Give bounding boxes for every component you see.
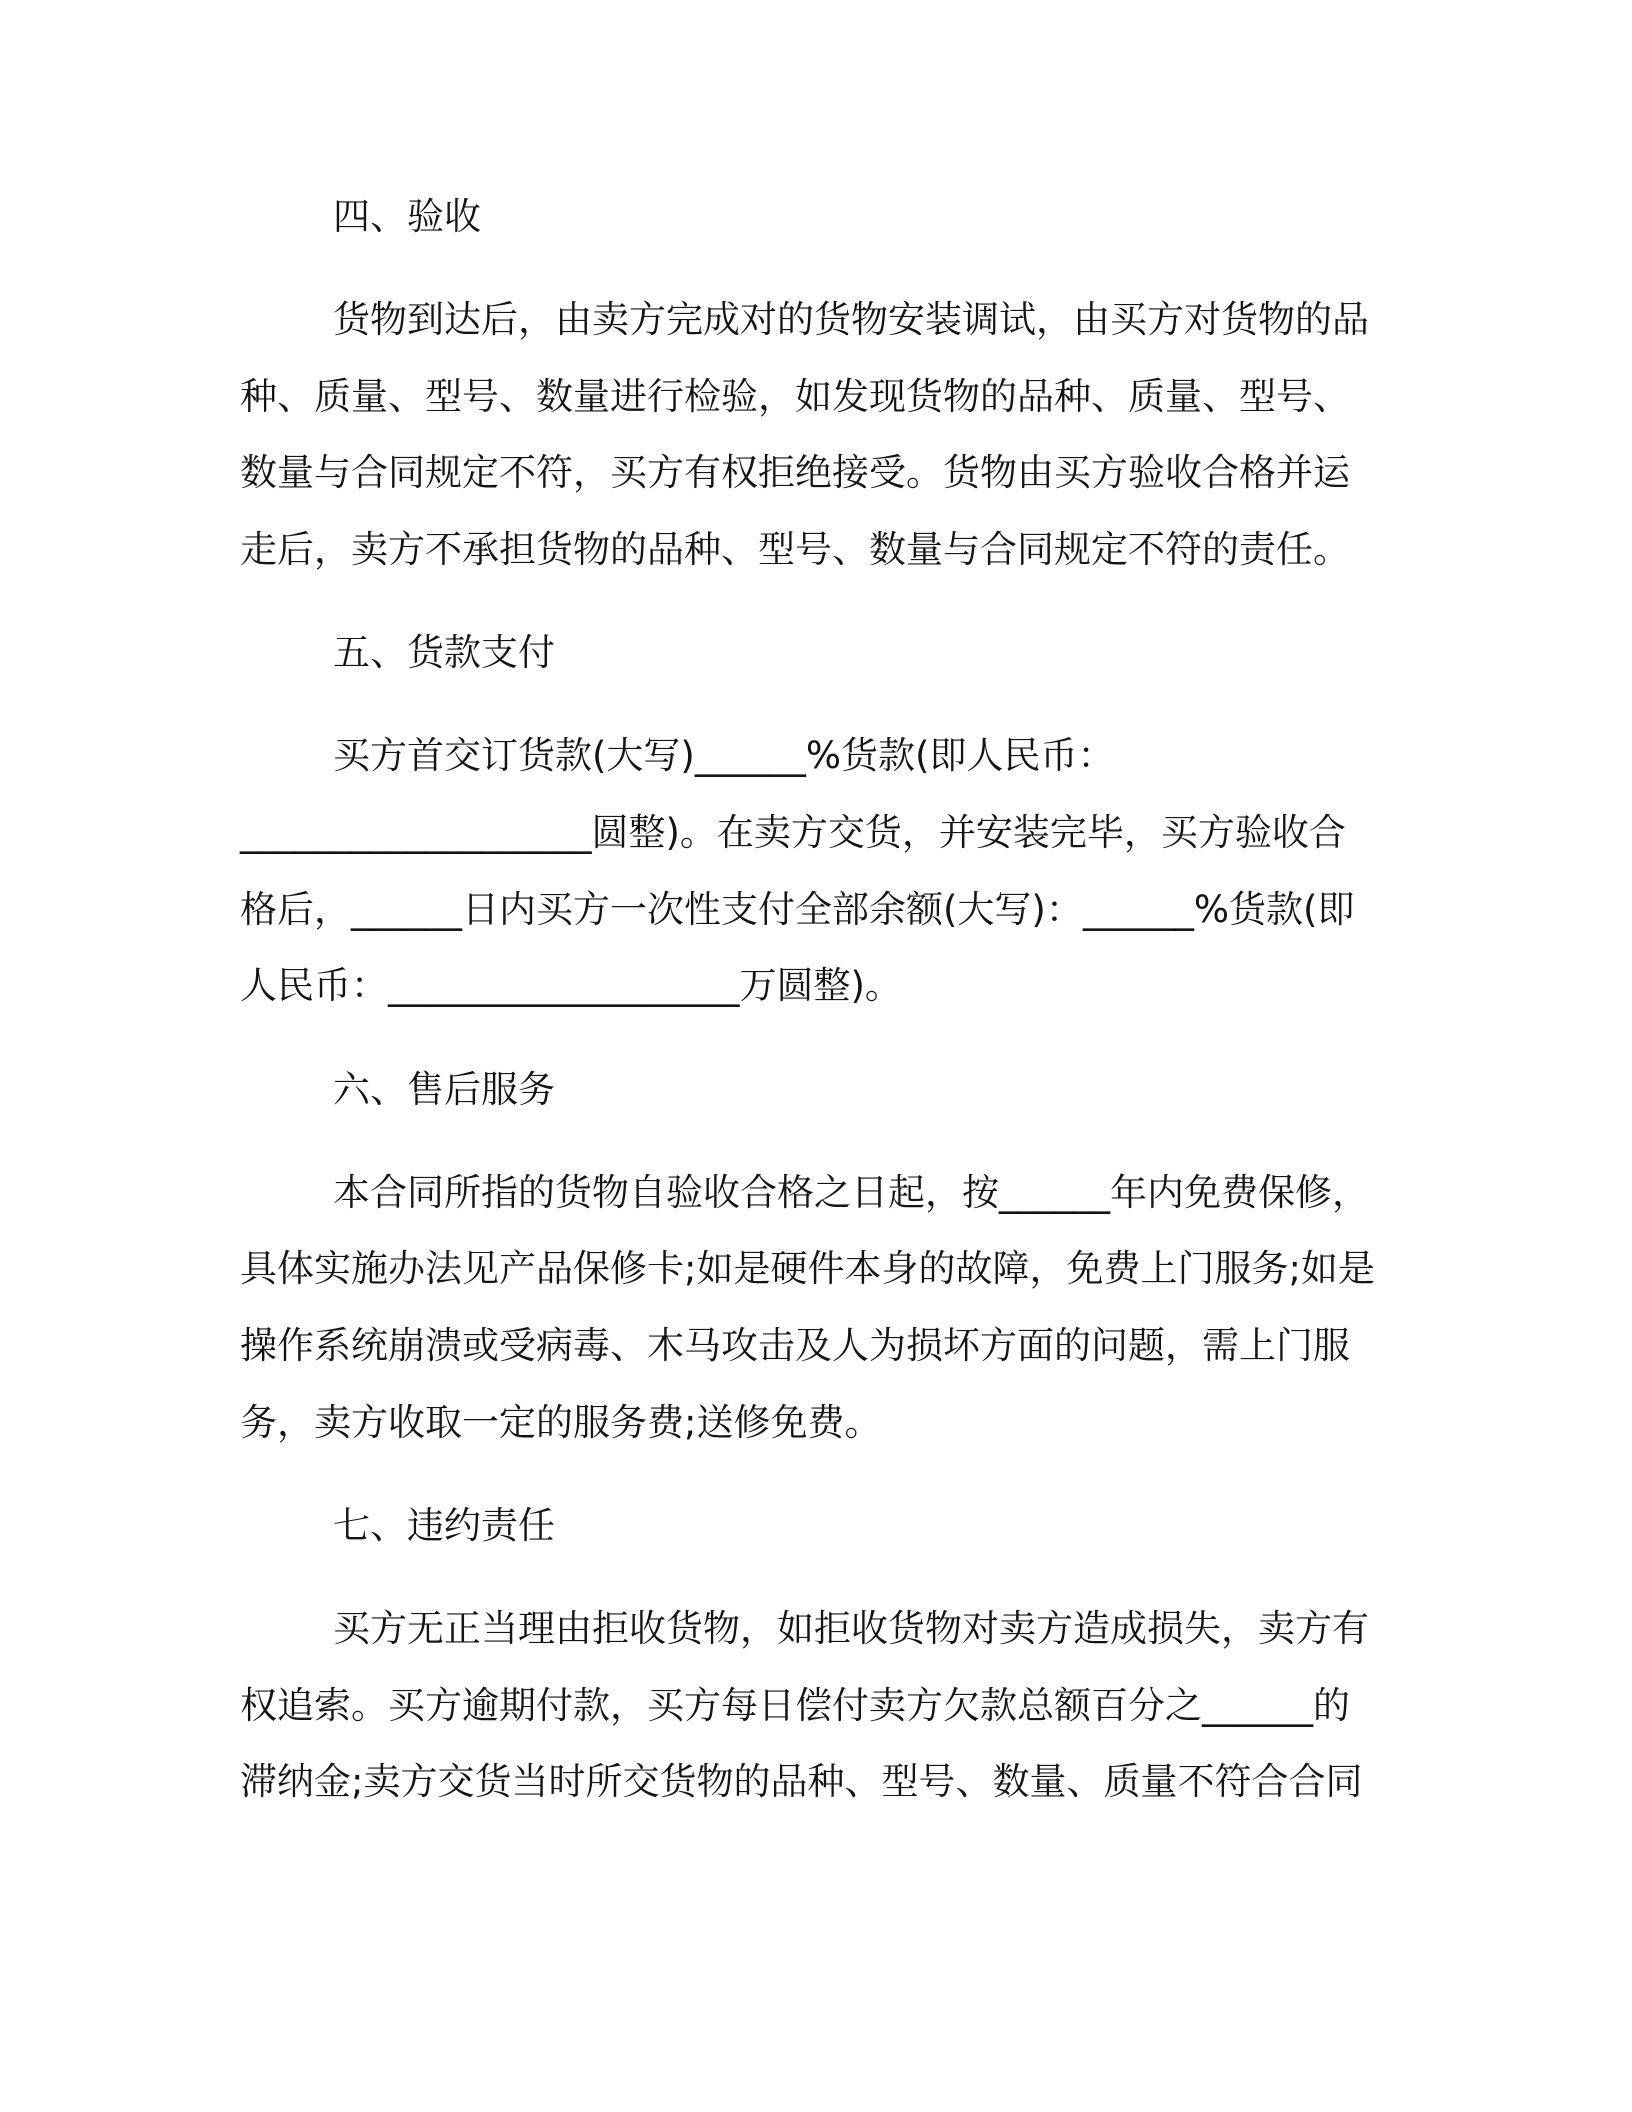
paragraph-line: 种、质量、型号、数量进行检验，如发现货物的品种、质量、型号、	[240, 374, 1350, 418]
paragraph-line: 走后，卖方不承担货物的品种、型号、数量与合同规定不符的责任。	[240, 528, 1350, 572]
section-paragraph	[240, 282, 1390, 589]
section-heading: 七、违约责任	[333, 1503, 555, 1547]
paragraph-line: 买方无正当理由拒收货物，如拒收货物对卖方造成损失，卖方有	[333, 1607, 1369, 1650]
paragraph-line: 务，卖方收取一定的服务费;送修免费。	[240, 1400, 882, 1444]
paragraph-line: 具体实施办法见产品保修卡;如是硬件本身的故障，免费上门服务;如是	[240, 1247, 1375, 1291]
section-paragraph	[240, 718, 1390, 1025]
section-heading-block	[240, 179, 1390, 256]
paragraph-line: ___________________圆整)。在卖方交货，并安装完毕，买方验收合	[240, 811, 1346, 855]
section-heading: 五、货款支付	[333, 631, 555, 675]
section-heading: 四、验收	[333, 195, 481, 238]
contract-body	[240, 179, 1390, 1847]
paragraph-line: 本合同所指的货物自验收合格之日起，按______年内免费保修，	[333, 1170, 1369, 1214]
section-heading-block	[240, 1052, 1390, 1129]
paragraph-line: 滞纳金;卖方交货当时所交货物的品种、型号、数量、质量不符合合同	[240, 1760, 1363, 1804]
section-paragraph	[240, 1155, 1390, 1462]
paragraph-line: 数量与合同规定不符，买方有权拒绝接受。货物由买方验收合格并运	[240, 451, 1350, 495]
paragraph-line: 买方首交订货款(大写)______%货款(即人民币：	[333, 734, 1115, 778]
paragraph-line: 人民币：___________________万圆整)。	[240, 964, 902, 1008]
section-heading: 六、售后服务	[333, 1067, 555, 1111]
section-heading-block	[240, 615, 1390, 692]
paragraph-line: 格后，______日内买方一次性支付全部余额(大写)：______%货款(即	[240, 887, 1355, 931]
section-heading-block	[240, 1488, 1390, 1565]
paragraph-line: 权追索。买方逾期付款，买方每日偿付卖方欠款总额百分之______的	[240, 1683, 1350, 1727]
paragraph-line: 货物到达后，由卖方完成对的货物安装调试，由买方对货物的品	[333, 298, 1369, 342]
section-paragraph	[240, 1591, 1390, 1821]
paragraph-line: 操作系统崩溃或受病毒、木马攻击及人为损坏方面的问题，需上门服	[240, 1324, 1350, 1368]
